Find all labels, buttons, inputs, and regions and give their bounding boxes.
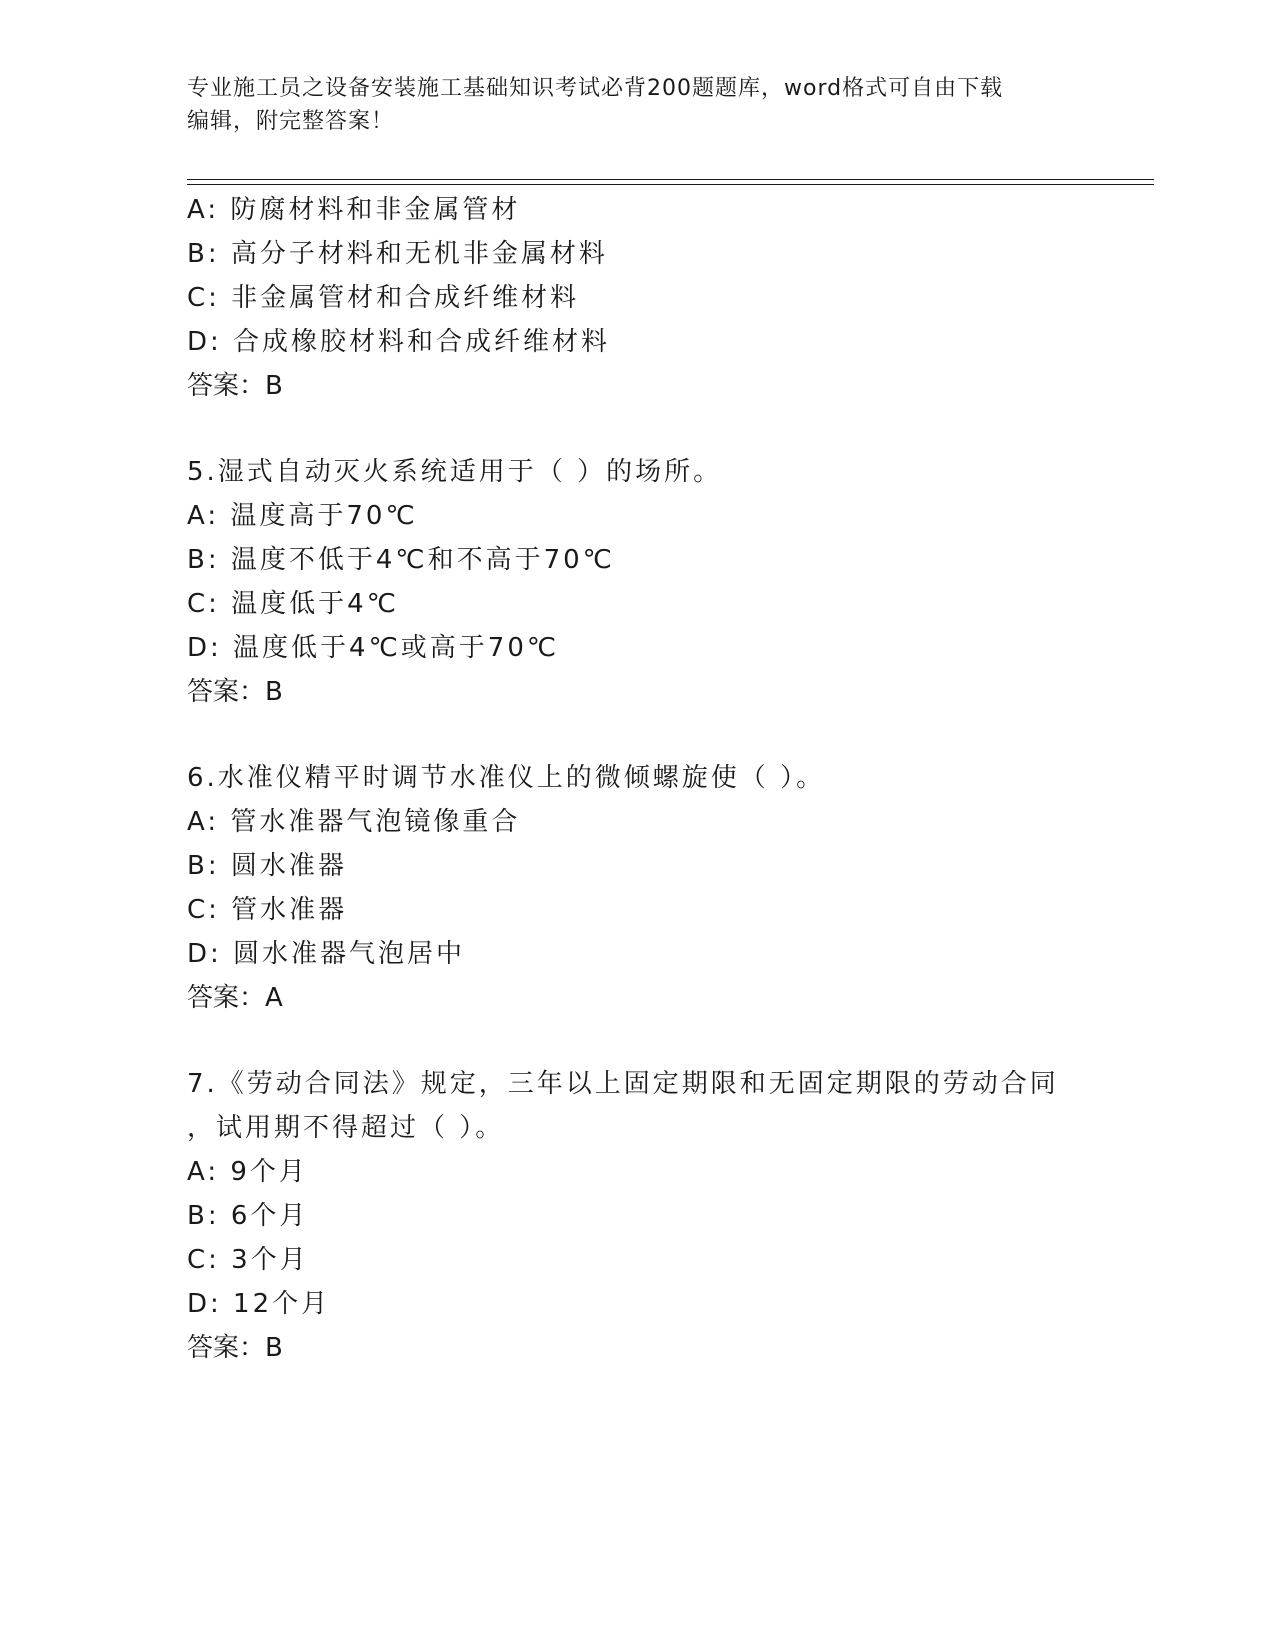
header-divider-bottom [187,184,1154,185]
document-header [187,72,1087,138]
q6-option-c: C: 管水准器 [187,895,348,925]
q5-stem: 5.湿式自动灭火系统适用于（ ）的场所。 [187,457,723,487]
header-title-line-1: 专业施工员之设备安装施工基础知识考试必背200题题库，word格式可自由下载 [187,76,1004,101]
q5-answer: 答案：B [187,677,283,707]
q6-option-d: D: 圆水准器气泡居中 [187,939,466,969]
q4-option-c: C: 非金属管材和合成纤维材料 [187,283,580,313]
q4-option-b: B: 高分子材料和无机非金属材料 [187,239,608,269]
header-divider-top [187,179,1154,180]
q6-answer: 答案：A [187,983,283,1013]
q6-stem: 6.水准仪精平时调节水准仪上的微倾螺旋使（ ）。 [187,763,826,793]
q7-option-d: D: 12个月 [187,1289,331,1319]
q5-option-d: D: 温度低于4℃或高于70℃ [187,633,560,663]
q6-option-a: A: 管水准器气泡镜像重合 [187,807,521,837]
q7-stem-line-1: 7.《劳动合同法》规定，三年以上固定期限和无固定期限的劳动合同 [187,1069,1059,1099]
q5-option-a: A: 温度高于70℃ [187,501,418,531]
q6-option-b: B: 圆水准器 [187,851,347,881]
q4-answer: 答案：B [187,371,283,401]
header-title-line-2: 编辑，附完整答案！ [187,109,395,134]
q7-option-c: C: 3个月 [187,1245,309,1275]
q7-option-b: B: 6个月 [187,1201,309,1231]
q7-option-a: A: 9个月 [187,1157,308,1187]
q5-option-c: C: 温度低于4℃ [187,589,399,619]
q5-option-b: B: 温度不低于4℃和不高于70℃ [187,545,615,575]
q4-option-d: D: 合成橡胶材料和合成纤维材料 [187,327,611,357]
q4-option-a: A: 防腐材料和非金属管材 [187,195,521,225]
q7-stem-line-2: ，试用期不得超过（ ）。 [187,1113,505,1143]
q7-answer: 答案：B [187,1333,283,1363]
